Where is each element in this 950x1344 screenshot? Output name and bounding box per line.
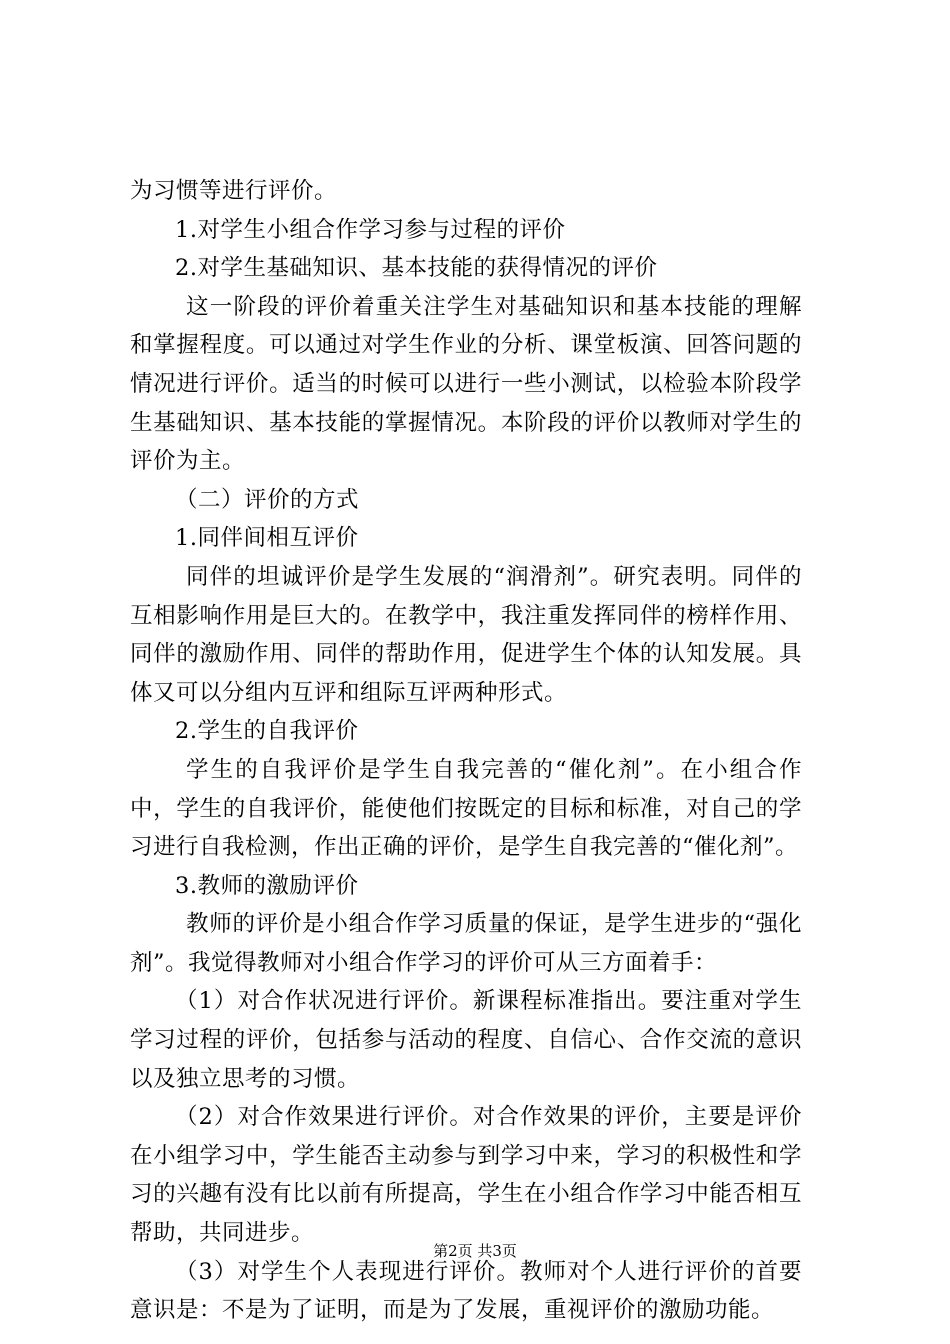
paragraph-item-cooperation-status: （1）对合作状况进行评价。新课程标准指出。要注重对学生学习过程的评价，包括参与活动的程度、自信心、合作交流的意识以及独立思考的习惯。 (130, 988, 802, 1092)
paragraph-continuation: 为习惯等进行评价。 (130, 178, 338, 204)
document-body (130, 172, 802, 1330)
paragraph-basic-knowledge: 这一阶段的评价着重关注学生对基础知识和基本技能的理解和掌握程度。可以通过对学生作业的分析、课堂板演、回答问题的情况进行评价。适当的时候可以进行一些小测试，以检验本阶段学生基础知识、基本技能的掌握情况。本阶段的评价以教师对学生的评价为主。 (130, 293, 802, 475)
paragraph-teacher-evaluation: 教师的评价是小组合作学习质量的保证，是学生进步的“强化剂”。我觉得教师对小组合作学习的评价可从三方面着手： (130, 911, 802, 976)
heading-item-1: 1.对学生小组合作学习参与过程的评价 (175, 216, 566, 243)
paragraph-item-individual-performance: （3）对学生个人表现进行评价。教师对个人进行评价的首要意识是：不是为了证明，而是为了发展，重视评价的激励功能。 (130, 1258, 802, 1324)
paragraph-peer-evaluation: 同伴的坦诚评价是学生发展的“润滑剂”。研究表明。同伴的互相影响作用是巨大的。在教学中，我注重发挥同伴的榜样作用、同伴的激励作用、同伴的帮助作用，促进学生个体的认知发展。具体又可以分组内互评和组际互评两种形式。 (130, 563, 802, 706)
section-heading-evaluation-methods: （二）评价的方式 (175, 486, 360, 513)
paragraph-self-evaluation: 学生的自我评价是学生自我完善的“催化剂”。在小组合作中，学生的自我评价，能使他们按既定的目标和标准，对自己的学习进行自我检测，作出正确的评价，是学生自我完善的“催化剂”。 (130, 756, 802, 861)
heading-peer-evaluation: 1.同伴间相互评价 (175, 525, 359, 552)
paragraph-item-cooperation-effect: （2）对合作效果进行评价。对合作效果的评价，主要是评价在小组学习中，学生能否主动参与到学习中来，学习的积极性和学习的兴趣有没有比以前有所提高，学生在小组合作学习中能否相互帮助，共同进步。 (130, 1104, 802, 1247)
heading-teacher-evaluation: 3.教师的激励评价 (175, 872, 359, 899)
page-footer: 第2页 共3页 (433, 1242, 517, 1260)
heading-item-2: 2.对学生基础知识、基本技能的获得情况的评价 (175, 255, 658, 282)
heading-self-evaluation: 2.学生的自我评价 (175, 718, 359, 745)
